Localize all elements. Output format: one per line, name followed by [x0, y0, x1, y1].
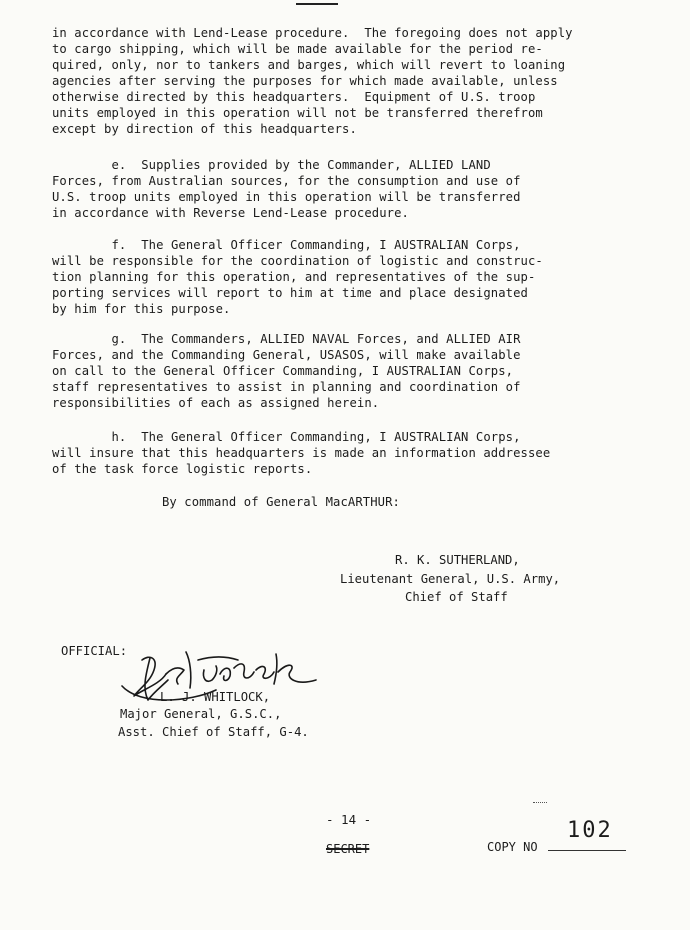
official-label: OFFICIAL:	[61, 644, 128, 658]
signatory-name: R. K. SUTHERLAND,	[395, 553, 520, 567]
copy-number-underline	[548, 850, 626, 851]
signatory-rank: Lieutenant General, U.S. Army,	[340, 572, 561, 586]
text-line: in accordance with Lend-Lease procedure. The foregoing does not apply	[52, 26, 573, 40]
text-line: staff representatives to assist in planning and coordination of	[52, 380, 521, 394]
official-name: L. J. WHITLOCK,	[160, 690, 271, 704]
official-rank: Major General, G.S.C.,	[120, 707, 282, 721]
text-line: in accordance with Reverse Lend-Lease procedure.	[52, 206, 409, 220]
text-line: f. The General Officer Commanding, I AUSTRALIAN Corps,	[52, 238, 521, 252]
text-line: g. The Commanders, ALLIED NAVAL Forces, and ALLIED AIR	[52, 332, 521, 346]
text-line: units employed in this operation will not be transferred therefrom	[52, 106, 543, 120]
top-redaction-mark	[296, 0, 338, 5]
dotted-mark	[533, 802, 547, 803]
command-line: By command of General MacARTHUR:	[162, 495, 400, 509]
text-line: Forces, from Australian sources, for the consumption and use of	[52, 174, 521, 188]
signatory-title: Chief of Staff	[405, 590, 508, 604]
official-title: Asst. Chief of Staff, G-4.	[118, 725, 309, 739]
text-line: otherwise directed by this headquarters. Equipment of U.S. troop	[52, 90, 536, 104]
text-line: on call to the General Officer Commanding, I AUSTRALIAN Corps,	[52, 364, 514, 378]
text-line: quired, only, nor to tankers and barges, which will revert to loaning	[52, 58, 566, 72]
text-line: responsibilities of each as assigned herein.	[52, 396, 380, 410]
text-line: porting services will report to him at time and place designated	[52, 286, 528, 300]
copy-number-value: 102	[567, 818, 613, 843]
classification-stamp: SECRET	[326, 842, 370, 856]
text-line: by him for this purpose.	[52, 302, 231, 316]
text-line: Forces, and the Commanding General, USASOS, will make available	[52, 348, 521, 362]
text-line: of the task force logistic reports.	[52, 462, 313, 476]
copy-number-label: COPY NO	[487, 840, 538, 854]
text-line: tion planning for this operation, and representatives of the sup-	[52, 270, 536, 284]
text-line: e. Supplies provided by the Commander, ALLIED LAND	[52, 158, 491, 172]
text-line: will be responsible for the coordination of logistic and construc-	[52, 254, 543, 268]
text-line: will insure that this headquarters is made an information addressee	[52, 446, 551, 460]
text-line: h. The General Officer Commanding, I AUSTRALIAN Corps,	[52, 430, 521, 444]
text-line: agencies after serving the purposes for which made available, unless	[52, 74, 558, 88]
text-line: to cargo shipping, which will be made available for the period re-	[52, 42, 543, 56]
page-number: - 14 -	[326, 812, 372, 827]
text-line: except by direction of this headquarters.	[52, 122, 357, 136]
text-line: U.S. troop units employed in this operation will be transferred	[52, 190, 521, 204]
